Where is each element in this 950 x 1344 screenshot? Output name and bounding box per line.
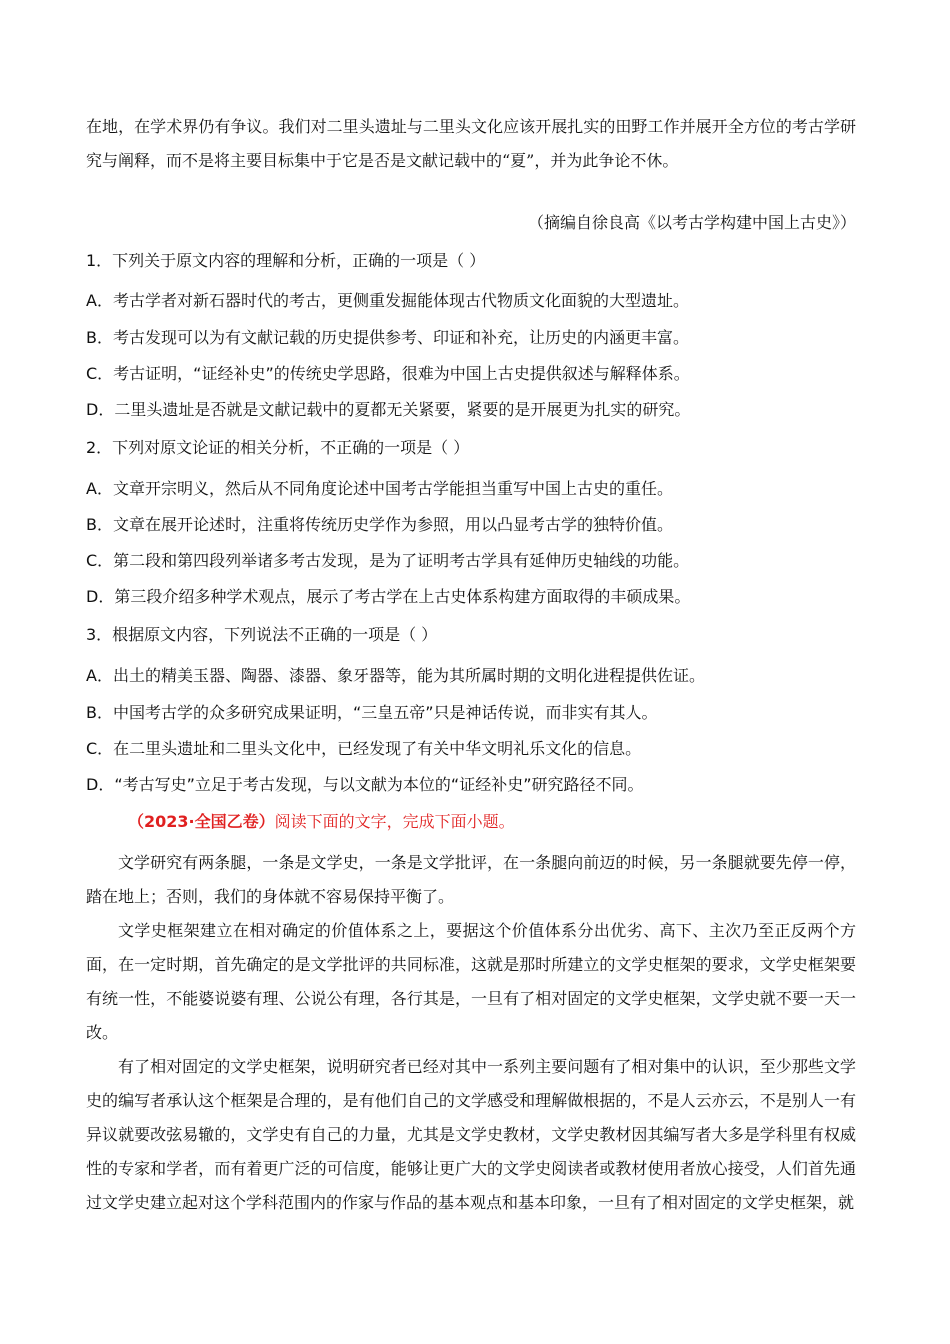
- question-3-option-a: A．出土的精美玉器、陶器、漆器、象牙器等，能为其所属时期的文明化进程提供佐证。: [86, 666, 705, 685]
- question-1-option-c: C．考古证明，“证经补史”的传统史学思路，很难为中国上古史提供叙述与解释体系。: [86, 364, 690, 383]
- question-1-option-a: A．考古学者对新石器时代的考古，更侧重发掘能体现古代物质文化面貌的大型遗址。: [86, 291, 689, 310]
- question-1-option-d: D．二里头遗址是否就是文献记载中的夏都无关紧要，紧要的是开展更为扎实的研究。: [86, 400, 691, 419]
- question-3-option-b: B．中国考古学的众多研究成果证明，“三皇五帝”只是神话传说，而非实有其人。: [86, 703, 658, 722]
- question-1-stem: 1．下列关于原文内容的理解和分析，正确的一项是（ ）: [86, 251, 486, 270]
- reading-instruction: 阅读下面的文字，完成下面小题。: [274, 812, 515, 831]
- question-2-option-b: B．文章在展开论述时，注重将传统历史学作为参照，用以凸显考古学的独特价值。: [86, 515, 673, 534]
- passage2-paragraph-1: 文学研究有两条腿，一条是文学史，一条是文学批评，在一条腿向前迈的时候，另一条腿就要先停一停，踏在地上；否则，我们的身体就不容易保持平衡了。: [86, 853, 856, 906]
- question-2-option-c: C．第二段和第四段列举诸多考古发现，是为了证明考古学具有延伸历史轴线的功能。: [86, 551, 690, 570]
- question-2-option-a: A．文章开宗明义，然后从不同角度论述中国考古学能担当重写中国上古史的重任。: [86, 479, 673, 498]
- question-3-option-c: C．在二里头遗址和二里头文化中，已经发现了有关中华文明礼乐文化的信息。: [86, 739, 642, 758]
- section-heading: [128, 810, 856, 834]
- passage-tail-paragraph: 在地，在学术界仍有争议。我们对二里头遗址与二里头文化应该开展扎实的田野工作并展开全方位的考古学研究与阐释，而不是将主要目标集中于它是否是文献记载中的“夏”，并为此争论不休。: [86, 117, 856, 170]
- question-2-stem: 2．下列对原文论证的相关分析，不正确的一项是（ ）: [86, 438, 470, 457]
- question-3-stem: 3．根据原文内容，下列说法不正确的一项是（ ）: [86, 625, 438, 644]
- passage2-paragraph-3: 有了相对固定的文学史框架，说明研究者已经对其中一系列主要问题有了相对集中的认识，至少那些文学史的编写者承认这个框架是合理的，是有他们自己的文学感受和理解做根据的，不是人云亦云，不是别人一有异议就要改弦易辙的，文学史有自己的力量，尤其是文学史教材，文学史教材因其编写者大多是学科里有权威性的专家和学者，而有着更广泛的可信度，能够让更广大的文学史阅读者或教材使用者放心接受，人们首先通过文学史建立起对这个学科范围内的作家与作品的基本观点和基本印象，一旦有了相对固定的文学史框架，就: [86, 1057, 856, 1212]
- passage2-paragraph-2: 文学史框架建立在相对确定的价值体系之上，要据这个价值体系分出优劣、高下、主次乃至正反两个方面，在一定时期，首先确定的是文学批评的共同标准，这就是那时所建立的文学史框架的要求，文学史框架要有统一性，不能婆说婆有理、公说公有理，各行其是，一旦有了相对固定的文学史框架，文学史就不要一天一改。: [86, 921, 856, 1042]
- question-2-option-d: D．第三段介绍多种学术观点，展示了考古学在上古史体系构建方面取得的丰硕成果。: [86, 587, 691, 606]
- question-1-option-b: B．考古发现可以为有文献记载的历史提供参考、印证和补充，让历史的内涵更丰富。: [86, 328, 689, 347]
- question-3-option-d: D．“考古写史”立足于考古发现，与以文献为本位的“证经补史”研究路径不同。: [86, 775, 644, 794]
- exam-source-tag: （2023·全国乙卷）: [128, 812, 275, 831]
- source-citation: （摘编自徐良高《以考古学构建中国上古史》）: [527, 213, 856, 232]
